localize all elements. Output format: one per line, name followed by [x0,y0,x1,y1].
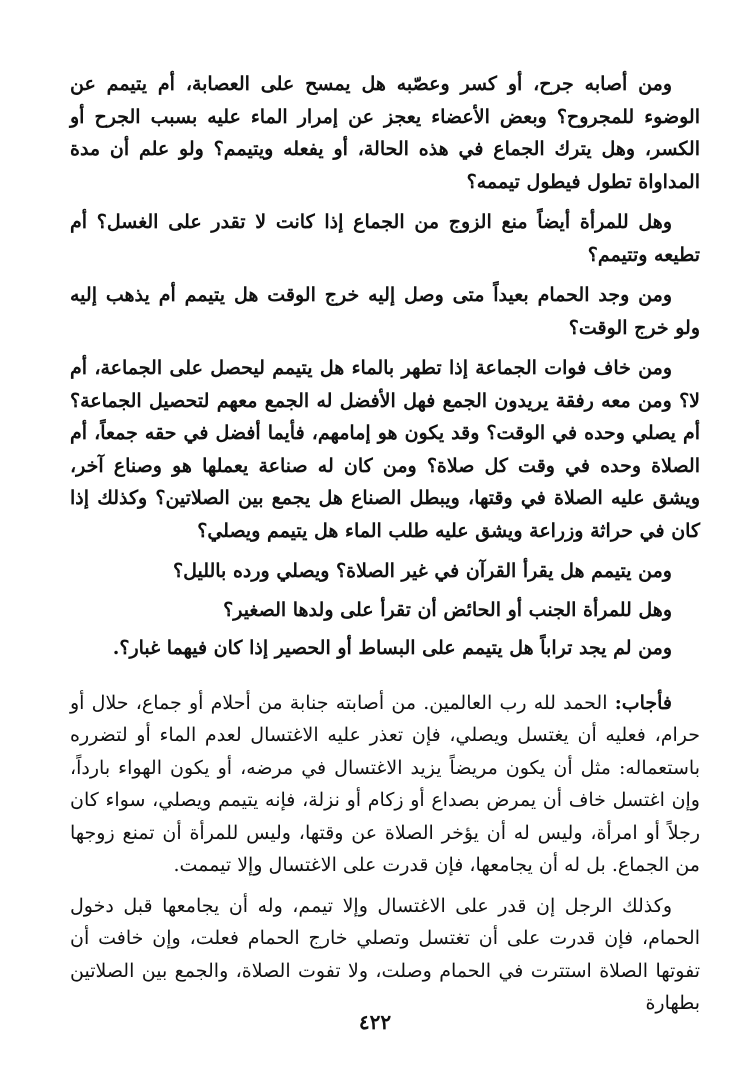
question-paragraph: ومن وجد الحمام بعيداً متى وصل إليه خرج الوقت هل يتيمم أم يذهب إليه ولو خرج الوقت؟ [70,284,700,339]
question-paragraph: ومن خاف فوات الجماعة إذا تطهر بالماء هل يتيمم ليحصل على الجماعة، أم لا؟ ومن معه رفقة يريدون الجمع فهل الأفضل له الجمع معهم لتحصيل الجماعة؟ أم يصلي وحده في الوقت؟ وقد يكون هو إمامهم، فأيما أفضل في حقه جمعاً، أم الصلاة وحده في وقت كل صلاة؟ ومن كان له صناعة يعملها هو وصناع آخر، ويشق عليه الصلاة في وقتها، ويبطل الصناع هل يجمع بين الصلاتين؟ وكذلك إذا كان في حراثة وزراعة ويشق عليه طلب الماء هل يتيمم ويصلي؟ [70,357,700,542]
question-paragraph: وهل للمرأة أيضاً منع الزوج من الجماع إذا كانت لا تقدر على الغسل؟ أم تطيعه وتتيمم؟ [70,211,700,266]
question-paragraph: وهل للمرأة الجنب أو الحائض أن تقرأ على ولدها الصغير؟ [223,598,672,621]
answer-lead: فأجاب: [614,691,673,714]
page-number: ٤٢٢ [358,1010,392,1034]
question-paragraph: ومن يتيمم هل يقرأ القرآن في غير الصلاة؟ ويصلي ورده بالليل؟ [172,560,672,582]
answer-text: الحمد لله رب العالمين. من أصابته جنابة من أحلام أو جماع، حلال أو حرام، فعليه أن يغتسل ويصلي، فإن تعذر عليه الاغتسال لعدم الماء أو لتضرره باستعماله: مثل أن يكون مريضاً يزيد الاغتسال في مرضه، أو يكون الهواء بارداً، وإن اغتسل خاف أن يمرض بصداع أو زكام أو نزلة، فإنه يتيمم ويصلي، سواء كان رجلاً أو امرأة، وليس له أن يؤخر الصلاة عن وقتها، وليس للمرأة أن تمنع زوجها من الجماع. بل له أن يجامعها، فإن قدرت على الاغتسال وإلا تيممت. [70,691,700,876]
page-body [70,68,700,1020]
answer-paragraph: وكذلك الرجل إن قدر على الاغتسال وإلا تيمم، وله أن يجامعها قبل دخول الحمام، فإن قدرت على أن تغتسل وتصلي خارج الحمام فعلت، وإن خافت أن تفوتها الصلاة استترت في الحمام وصلت، ولا تفوت الصلاة، والجمع بين الصلاتين بطهارة [70,894,700,1014]
question-paragraph: ومن لم يجد تراباً هل يتيمم على البساط أو الحصير إذا كان فيهما غبار؟. [112,637,672,659]
answer-paragraph [70,687,700,882]
question-paragraph: ومن أصابه جرح، أو كسر وعصّبه هل يمسح على العصابة، أم يتيمم عن الوضوء للمجروح؟ وبعض الأعضاء يعجز عن إمرار الماء عليه بسبب الجرح أو الكسر، وهل يترك الجماع في هذه الحالة، أو يفعله ويتيمم؟ ولو علم أن مدة المداواة تطول فيطول تيممه؟ [70,73,700,193]
